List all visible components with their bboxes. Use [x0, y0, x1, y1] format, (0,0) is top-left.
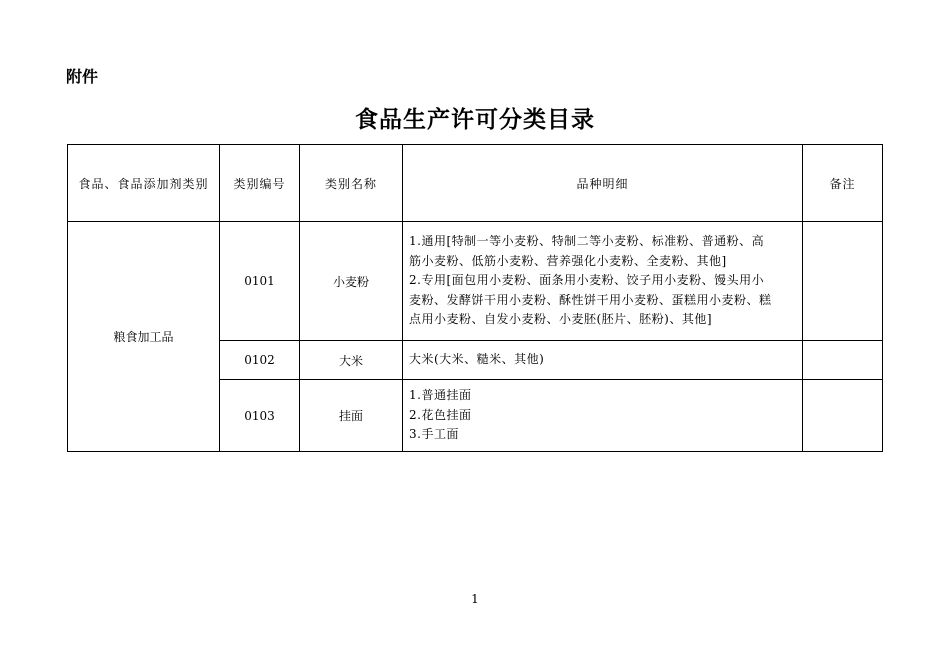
category-cell: 粮食加工品	[68, 222, 220, 452]
detail-line: 筋小麦粉、低筋小麦粉、营养强化小麦粉、全麦粉、其他]	[409, 253, 727, 268]
code-cell: 0103	[220, 380, 300, 452]
table-header-row	[68, 145, 883, 222]
name-cell: 挂面	[300, 380, 403, 452]
classification-table	[67, 144, 883, 452]
header-category: 食品、食品添加剂类别	[68, 145, 220, 222]
detail-line: 1.普通挂面	[409, 388, 472, 403]
header-name: 类别名称	[300, 145, 403, 222]
detail-cell	[403, 222, 803, 341]
table-row	[68, 222, 883, 341]
detail-line: 麦粉、发酵饼干用小麦粉、酥性饼干用小麦粉、蛋糕用小麦粉、糕	[409, 292, 772, 307]
document-title: 食品生产许可分类目录	[355, 107, 595, 133]
attachment-label: 附件	[66, 67, 99, 86]
detail-cell	[403, 380, 803, 452]
remark-cell	[803, 380, 883, 452]
header-code: 类别编号	[220, 145, 300, 222]
detail-line: 2.花色挂面	[409, 407, 472, 422]
code-cell: 0101	[220, 222, 300, 341]
detail-line: 点用小麦粉、自发小麦粉、小麦胚(胚片、胚粉)、其他]	[409, 312, 713, 327]
detail-line: 3.手工面	[409, 427, 459, 442]
remark-cell	[803, 341, 883, 380]
page-number: 1	[471, 592, 479, 606]
header-remark: 备注	[803, 145, 883, 222]
header-detail: 品种明细	[403, 145, 803, 222]
detail-line: 2.专用[面包用小麦粉、面条用小麦粉、饺子用小麦粉、馒头用小	[409, 273, 765, 288]
name-cell: 小麦粉	[300, 222, 403, 341]
code-cell: 0102	[220, 341, 300, 380]
remark-cell	[803, 222, 883, 341]
detail-cell	[403, 341, 803, 380]
name-cell: 大米	[300, 341, 403, 380]
detail-line: 大米(大米、糙米、其他)	[409, 352, 545, 367]
detail-line: 1.通用[特制一等小麦粉、特制二等小麦粉、标准粉、普通粉、高	[409, 234, 765, 249]
